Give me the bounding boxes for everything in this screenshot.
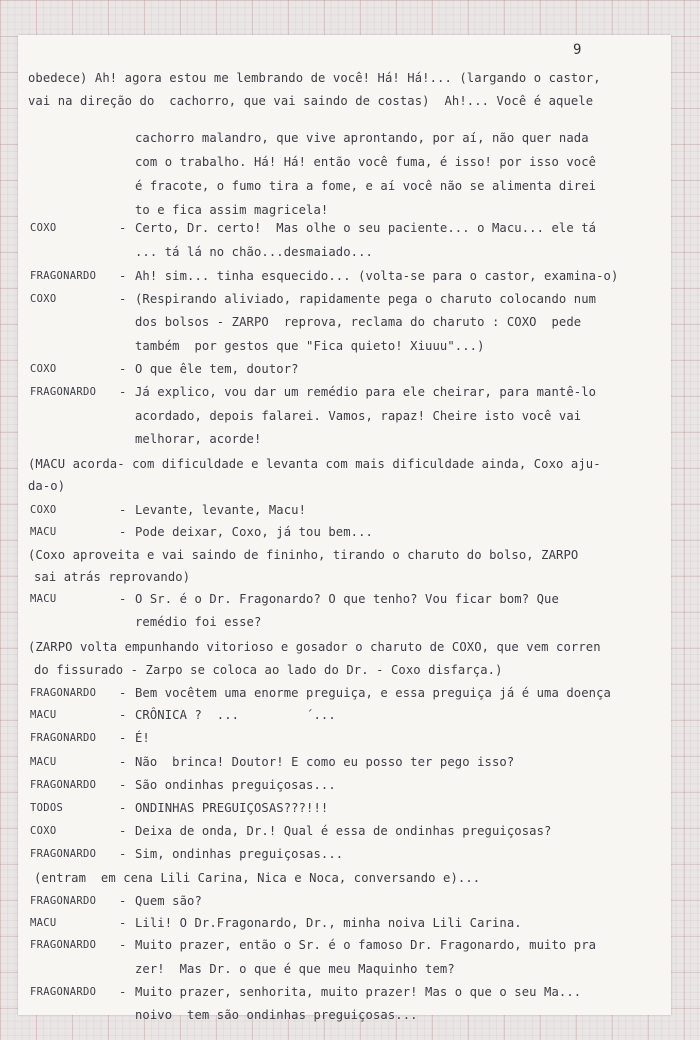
script-line (18, 588, 671, 610)
stage-direction-continuation: do fissurado - Zarpo se coloca ao lado do Dr. - Coxo disfarça.) (34, 663, 503, 677)
script-line (18, 521, 671, 543)
script-line (18, 381, 671, 403)
script-line (18, 934, 671, 956)
dialogue-continuation: dos bolsos - ZARPO reprova, reclama do charuto : COXO pede (135, 315, 582, 329)
script-line (18, 90, 671, 112)
script-line (18, 405, 671, 427)
dialogue-continuation: também por gestos que "Fica quieto! Xiuuu"...) (135, 339, 485, 353)
dialogue-text: O Sr. é o Dr. Fragonardo? O que tenho? Vou ficar bom? Que (135, 592, 559, 606)
dialogue-continuation: acordado, depois falarei. Vamos, rapaz! Cheire isto você vai (135, 409, 582, 423)
dialogue-text: Levante, levante, Macu! (135, 503, 307, 517)
dialogue-dash: - (119, 385, 127, 399)
script-line (18, 682, 671, 704)
speaker-name: FRAGONARDO (30, 895, 97, 907)
script-line (18, 912, 671, 934)
dialogue-dash: - (119, 801, 127, 815)
typewritten-page (18, 35, 671, 1022)
dialogue-dash: - (119, 985, 127, 999)
dialogue-dash: - (119, 778, 127, 792)
script-line (18, 727, 671, 749)
script-line (18, 358, 671, 380)
dialogue-text: (Respirando aliviado, rapidamente pega o charuto colocando num (135, 292, 597, 306)
script-line (18, 499, 671, 521)
script-line (18, 820, 671, 842)
speaker-name: COXO (30, 293, 57, 305)
dialogue-text: Pode deixar, Coxo, já tou bem... (135, 525, 373, 539)
dialogue-continuation: remédio foi esse? (135, 615, 262, 629)
speaker-name: FRAGONARDO (30, 939, 97, 951)
script-line (18, 636, 671, 658)
speaker-name: MACU (30, 593, 57, 605)
dialogue-dash: - (119, 592, 127, 606)
script-line (18, 843, 671, 865)
dialogue-text: ONDINHAS PREGUIÇOSAS???!!! (135, 801, 329, 815)
speaker-name: FRAGONARDO (30, 386, 97, 398)
speaker-name: FRAGONARDO (30, 270, 97, 282)
dialogue-dash: - (119, 847, 127, 861)
dialogue-continuation: cachorro malandro, que vive aprontando, por aí, não quer nada (135, 131, 589, 145)
dialogue-continuation: com o trabalho. Há! Há! então você fuma, é isso! por isso você (135, 155, 597, 169)
speaker-name: TODOS (30, 802, 64, 814)
script-line (18, 544, 671, 566)
stage-direction-text: (Coxo aproveita e vai saindo de fininho, tirando o charuto do bolso, ZARPO (28, 548, 579, 562)
dialogue-continuation: noivo tem são ondinhas preguiçosas... (135, 1008, 418, 1022)
dialogue-dash: - (119, 916, 127, 930)
script-line (18, 335, 671, 357)
dialogue-text: Deixa de onda, Dr.! Qual é essa de ondinhas preguiçosas? (135, 824, 552, 838)
script-line (18, 453, 671, 475)
speaker-name: COXO (30, 825, 57, 837)
dialogue-dash: - (119, 269, 127, 283)
stage-direction-continuation: sai atrás reprovando) (34, 570, 191, 584)
dialogue-dash: - (119, 221, 127, 235)
stage-direction-text: (ZARPO volta empunhando vitorioso e gosador o charuto de COXO, que vem corren (28, 640, 601, 654)
speaker-name: COXO (30, 222, 57, 234)
stage-direction-text: obedece) Ah! agora estou me lembrando de você! Há! Há!... (largando o castor, (28, 71, 601, 85)
script-line (18, 175, 671, 197)
speaker-name: COXO (30, 363, 57, 375)
dialogue-dash: - (119, 503, 127, 517)
speaker-name: MACU (30, 756, 57, 768)
script-line (18, 127, 671, 149)
dialogue-text: CRÔNICA ? ... ´... (135, 708, 336, 722)
dialogue-continuation: to e fica assim magricela! (135, 203, 329, 217)
dialogue-text: São ondinhas preguiçosas... (135, 778, 336, 792)
dialogue-text: Certo, Dr. certo! Mas olhe o seu paciente... o Macu... ele tá (135, 221, 597, 235)
script-line (18, 659, 671, 681)
script-line (18, 311, 671, 333)
script-line (18, 67, 671, 89)
dialogue-continuation: é fracote, o fumo tira a fome, e aí você não se alimenta direi (135, 179, 597, 193)
dialogue-dash: - (119, 938, 127, 952)
script-line (18, 265, 671, 287)
dialogue-text: Não brinca! Doutor! E como eu posso ter pego isso? (135, 755, 515, 769)
script-line (18, 797, 671, 819)
speaker-name: FRAGONARDO (30, 848, 97, 860)
dialogue-text: Quem são? (135, 894, 202, 908)
script-line (18, 774, 671, 796)
stage-direction-text: da-o) (28, 479, 66, 493)
dialogue-dash: - (119, 708, 127, 722)
stage-direction-continuation: (entram em cena Lili Carina, Nica e Noca, conversando e)... (34, 871, 481, 885)
script-line (18, 428, 671, 450)
script-line (18, 890, 671, 912)
dialogue-dash: - (119, 755, 127, 769)
stage-direction-text: (MACU acorda- com dificuldade e levanta com mais dificuldade ainda, Coxo aju- (28, 457, 601, 471)
dialogue-text: Sim, ondinhas preguiçosas... (135, 847, 344, 861)
dialogue-text: Já explico, vou dar um remédio para ele cheirar, para mantê-lo (135, 385, 597, 399)
script-line (18, 958, 671, 980)
script-line (18, 241, 671, 263)
script-line (18, 867, 671, 889)
script-line (18, 566, 671, 588)
script-line (18, 611, 671, 633)
dialogue-dash: - (119, 362, 127, 376)
speaker-name: MACU (30, 526, 57, 538)
page-number: 9 (573, 42, 582, 58)
script-line (18, 1004, 671, 1026)
dialogue-dash: - (119, 525, 127, 539)
dialogue-text: Bem vocêtem uma enorme preguiça, e essa preguiça já é uma doença (135, 686, 611, 700)
dialogue-continuation: melhorar, acorde! (135, 432, 262, 446)
dialogue-dash: - (119, 292, 127, 306)
script-line (18, 217, 671, 239)
dialogue-text: Ah! sim... tinha esquecido... (volta-se para o castor, examina-o) (135, 269, 619, 283)
speaker-name: FRAGONARDO (30, 986, 97, 998)
dialogue-text: Muito prazer, senhorita, muito prazer! Mas o que o seu Ma... (135, 985, 582, 999)
script-line (18, 981, 671, 1003)
dialogue-dash: - (119, 894, 127, 908)
dialogue-dash: - (119, 824, 127, 838)
script-line (18, 704, 671, 726)
speaker-name: MACU (30, 917, 57, 929)
script-line (18, 751, 671, 773)
speaker-name: COXO (30, 504, 57, 516)
speaker-name: FRAGONARDO (30, 687, 97, 699)
dialogue-continuation: ... tá lá no chão...desmaiado... (135, 245, 373, 259)
speaker-name: MACU (30, 709, 57, 721)
dialogue-dash: - (119, 731, 127, 745)
script-line (18, 475, 671, 497)
speaker-name: FRAGONARDO (30, 779, 97, 791)
dialogue-text: Muito prazer, então o Sr. é o famoso Dr. Fragonardo, muito pra (135, 938, 597, 952)
stage-direction-text: vai na direção do cachorro, que vai saindo de costas) Ah!... Você é aquele (28, 94, 594, 108)
script-line (18, 151, 671, 173)
dialogue-text: É! (135, 731, 150, 745)
dialogue-continuation: zer! Mas Dr. o que é que meu Maquinho tem? (135, 962, 455, 976)
script-line (18, 288, 671, 310)
speaker-name: FRAGONARDO (30, 732, 97, 744)
dialogue-text: Lili! O Dr.Fragonardo, Dr., minha noiva Lili Carina. (135, 916, 522, 930)
dialogue-dash: - (119, 686, 127, 700)
dialogue-text: O que êle tem, doutor? (135, 362, 299, 376)
